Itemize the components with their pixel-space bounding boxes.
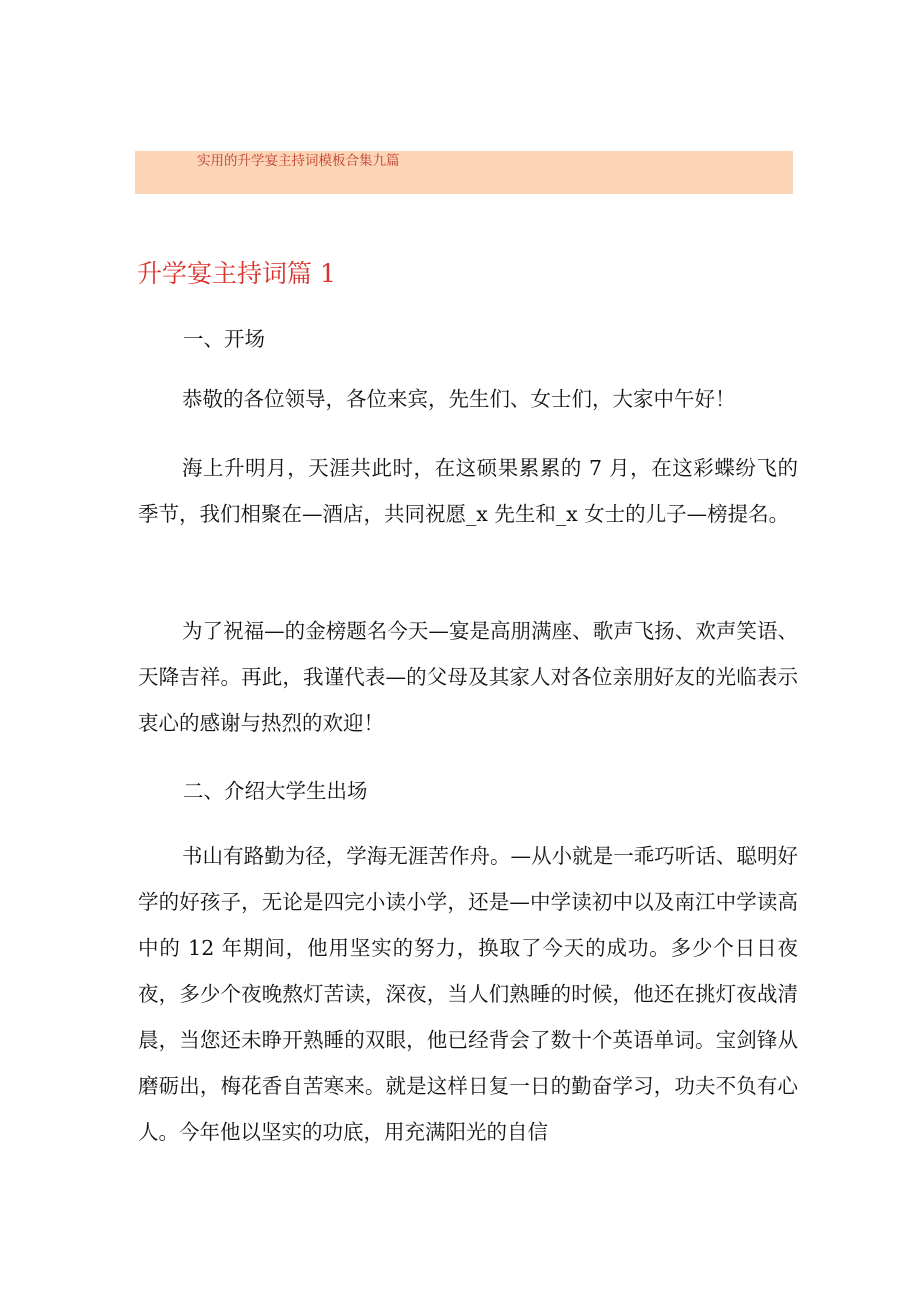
title-banner [135,151,793,194]
document-title: 实用的升学宴主持词模板合集九篇 [197,153,400,169]
paragraph-greeting: 恭敬的各位领导，各位来宾，先生们、女士们，大家中午好！ [182,387,736,411]
paragraph-student-story: 书山有路勤为径，学海无涯苦作舟。—从小就是一乖巧听话、聪明好学的好孩子，无论是四完小读小学，还是—中学读初中以及南江中学读高中的 12 年期间，他用坚实的努力，换取了今天的成功。多少个日日夜夜，多少个夜晚熬灯苦读，深夜，当人们熟睡的时候，他还在挑灯夜战清晨，当您还未睁开熟睡的双眼，他已经背会了数十个英语单词。宝剑锋从磨砺出，梅花香自苦寒来。就是这样日复一日的勤奋学习，功夫不负有心人。今年他以坚实的功底，用充满阳光的自信 [138,844,798,1144]
paragraph-blessing: 为了祝福—的金榜题名今天—宴是高朋满座、歌声飞扬、欢声笑语、天降吉祥。再此，我谨代表—的父母及其家人对各位亲朋好友的光临表示衷心的感谢与热烈的欢迎！ [138,619,798,735]
section-title: 升学宴主持词篇 1 [137,259,336,288]
paragraph-intro: 海上升明月，天涯共此时，在这硕果累累的 7 月，在这彩蝶纷飞的季节，我们相聚在—酒店，共同祝愿_x 先生和_x 女士的儿子—榜提名。 [138,456,798,526]
heading-introduce-student: 二、介绍大学生出场 [183,779,368,803]
heading-opening: 一、开场 [183,327,265,351]
